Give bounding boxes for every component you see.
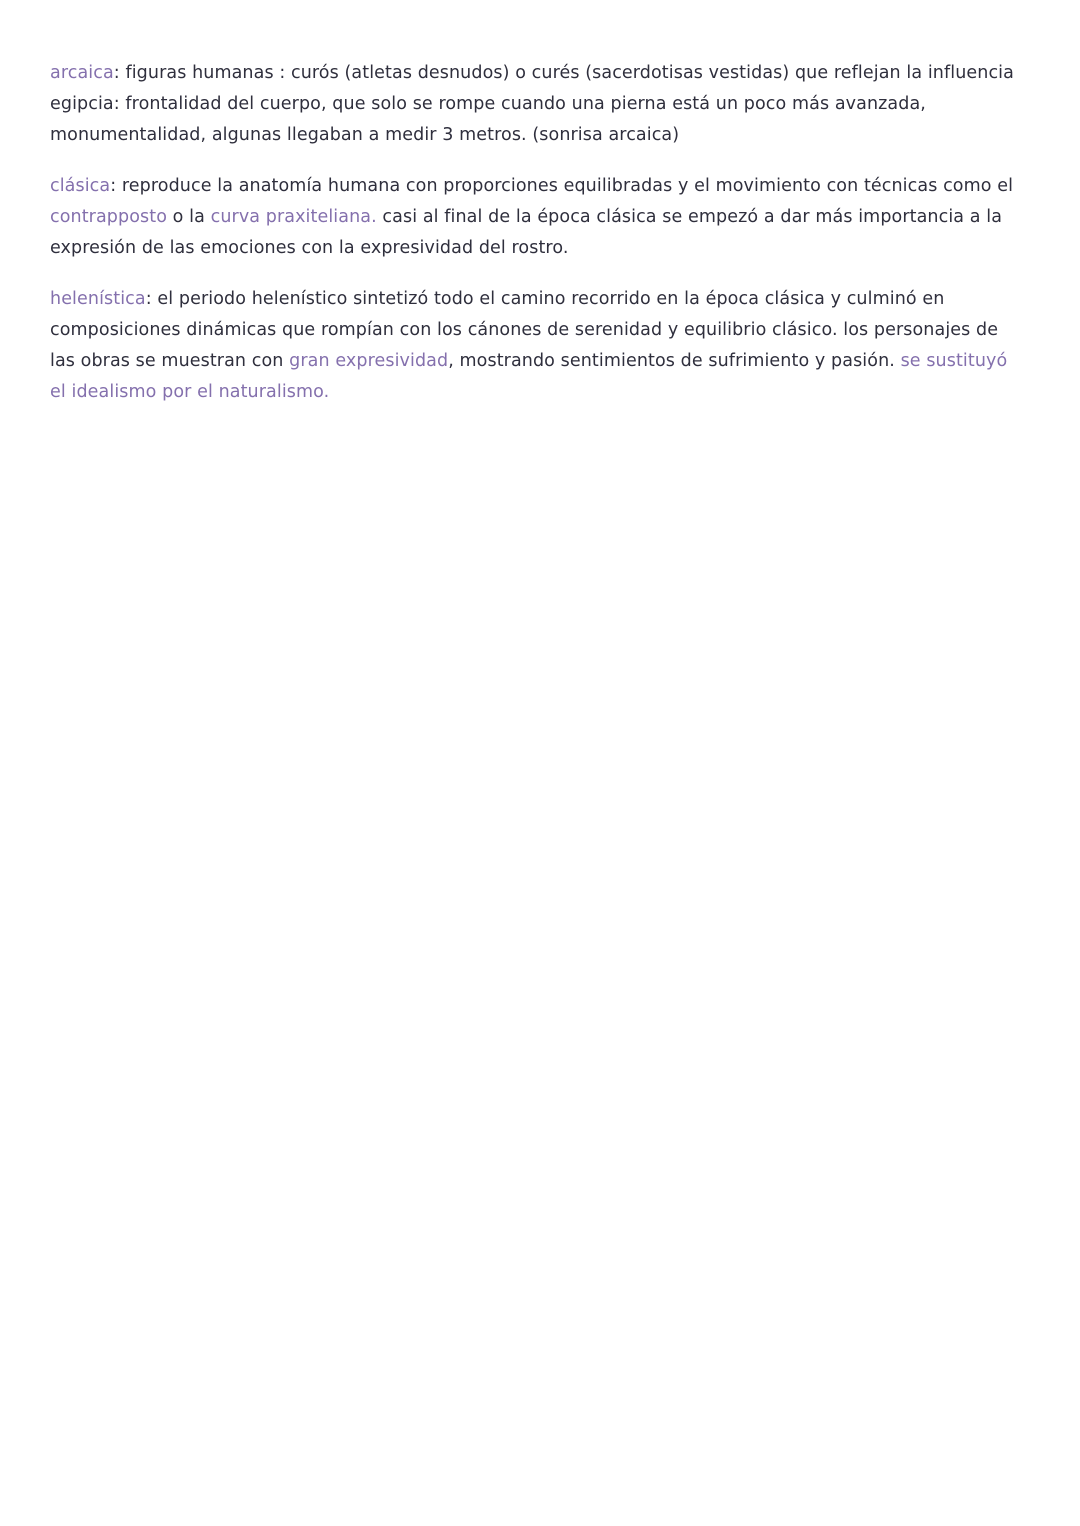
text-clasica-description: : reproduce la anatomía humana con proporciones equilibradas y el movimiento con técnicas como el <box>110 176 1014 196</box>
paragraph-arcaica <box>50 58 1025 151</box>
term-naturalismo: se sustituyó el idealismo por el naturalismo. <box>50 351 1008 402</box>
term-gran-expresividad: gran expresividad <box>289 351 449 371</box>
text-sentimientos: , mostrando sentimientos de sufrimiento y pasión. <box>448 351 901 371</box>
text-clasica-emotions: casi al final de la época clásica se empezó a dar más importancia a la expresión de las emociones con la expresividad del rostro. <box>50 207 1003 258</box>
term-clasica: clásica <box>50 176 111 196</box>
notes-page <box>50 58 1025 428</box>
term-arcaica: arcaica <box>50 63 114 83</box>
text-arcaica-description: : figuras humanas : curós (atletas desnudos) o curés (sacerdotisas vestidas) que reflejan la influencia egipcia: frontalidad del cuerpo, que solo se rompe cuando una pierna está un poco más avanzada, monumentalidad, algunas llegaban a medir 3 metros. (sonrisa arcaica) <box>50 63 1014 145</box>
text-helenistica-description: : el periodo helenístico sintetizó todo el camino recorrido en la época clásica y culminó en composiciones dinámicas que rompían con los cánones de serenidad y equilibrio clásico. los personajes de las obras se muestran con <box>50 289 999 371</box>
term-curva-praxiteliana: curva praxiteliana. <box>210 207 377 227</box>
paragraph-clasica <box>50 171 1025 264</box>
term-helenistica: helenística <box>50 289 146 309</box>
paragraph-helenistica <box>50 284 1025 408</box>
text-connector: o la <box>167 207 211 227</box>
term-contrapposto: contrapposto <box>50 207 168 227</box>
